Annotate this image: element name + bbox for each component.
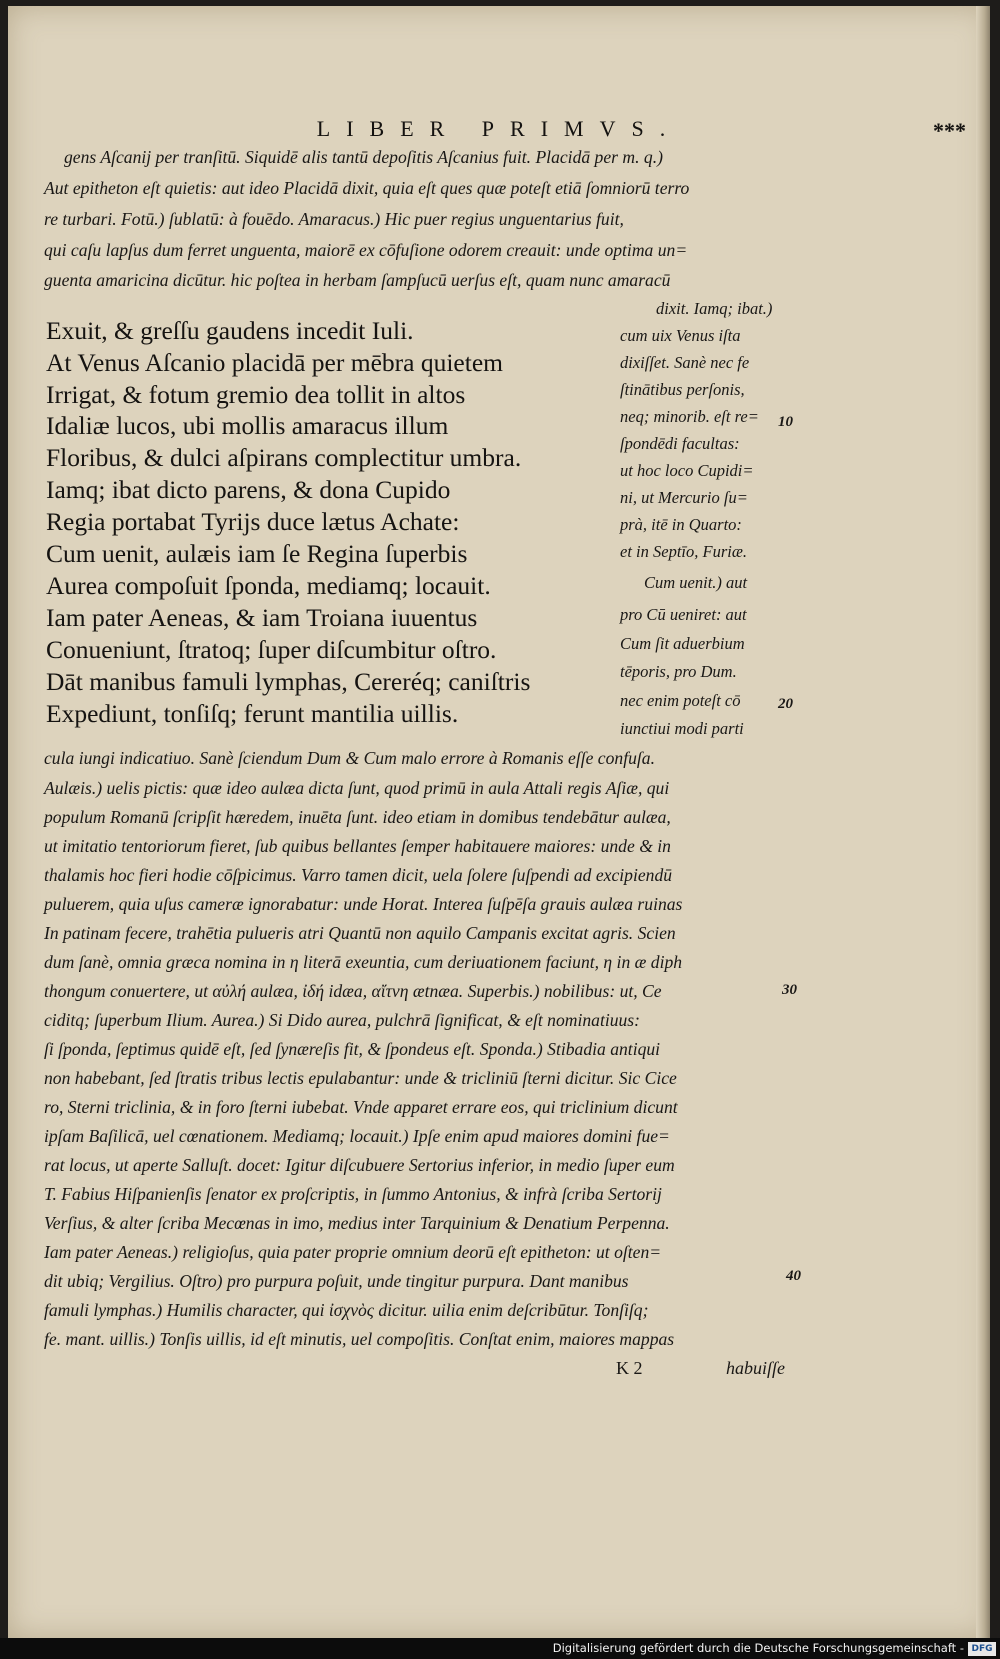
verse-line: Floribus, & dulci aſpirans complectitur umbra.	[46, 443, 522, 472]
verse-line: Idaliæ lucos, ubi mollis amaracus illum	[46, 411, 449, 440]
verse-line: Irrigat, & fotum gremio dea tollit in altos	[46, 380, 466, 409]
line-number: 30	[782, 982, 797, 998]
commentary-line: famuli lymphas.) Humilis character, qui ἰσχνὸς dicitur. uilia enim deſcribūtur. Tonſiſq;	[44, 1300, 649, 1320]
margin-line: ut hoc loco Cupidi=	[620, 461, 754, 480]
verse-line: Regia portabat Tyrijs duce lætus Achate:	[46, 507, 460, 536]
signature-mark: K 2	[616, 1358, 643, 1378]
margin-line: nec enim poteſt cō	[620, 691, 741, 710]
verse-line: Conueniunt, ſtratoq; ſuper diſcumbitur oſtro.	[46, 635, 497, 664]
page-header	[8, 116, 990, 146]
line-number: 20	[778, 696, 793, 712]
margin-line: neq; minorib. eſt re=	[620, 407, 759, 426]
commentary-line: cula iungi indicatiuo. Sanè ſciendum Dum & Cum malo errore à Romanis eſſe confuſa.	[44, 748, 655, 768]
margin-line: et in Septīo, Furiæ.	[620, 542, 747, 561]
margin-line: ni, ut Mercurio ſu=	[620, 488, 748, 507]
commentary-line: ciditq; ſuperbum Ilium. Aurea.) Si Dido aurea, pulchrā ſignificat, & eſt nominatiuus:	[44, 1010, 641, 1030]
digitization-footer	[0, 1638, 1000, 1659]
commentary-line: puluerem, quia uſus cameræ ignorabatur: unde Horat. Interea ſuſpēſa grauis aulæa ruinas	[44, 894, 683, 914]
commentary-line: rat locus, ut aperte Salluſt. docet: Igitur diſcubuere Sertorius inferior, in medio ſuper eum	[44, 1155, 675, 1175]
commentary-line: re turbari. Fotū.) ſublatū: à fouēdo. Amaracus.) Hic puer regius unguentarius fuit,	[44, 209, 624, 229]
verse-line: Exuit, & greſſu gaudens incedit Iuli.	[46, 316, 414, 345]
page-edge-shadow	[976, 6, 990, 1638]
commentary-line: Iam pater Aeneas.) religioſus, quia pater proprie omnium deorū eſt epitheton: ut oſten=	[44, 1242, 662, 1262]
margin-line: dixit. Iamq; ibat.)	[656, 299, 773, 318]
funding-credit: Digitalisierung gefördert durch die Deutsche Forschungsgemeinschaft -	[552, 1641, 964, 1655]
verse-line: Expediunt, tonſiſq; ferunt mantilia uillis.	[46, 699, 459, 728]
commentary-line: fe. mant. uillis.) Tonſis uillis, id eſt minutis, uel compoſitis. Conſtat enim, maiores mappas	[44, 1329, 675, 1349]
verse-line: Iamq; ibat dicto parens, & dona Cupido	[46, 475, 451, 504]
margin-line: ſtinātibus perſonis,	[620, 380, 745, 399]
commentary-line: gens Aſcanij per tranſitū. Siquidē alis tantū depoſitis Aſcanius fuit. Placidā per m. q.)	[64, 147, 663, 167]
margin-line: cum uix Venus iſta	[620, 326, 741, 345]
verse-line: Cum uenit, aulæis iam ſe Regina ſuperbis	[46, 539, 468, 568]
commentary-line: dum ſanè, omnia græca nomina in η literā exeuntia, cum deriuationem faciunt, η in æ diph	[44, 952, 683, 972]
commentary-line: Aulæis.) uelis pictis: quæ ideo aulæa dicta ſunt, quod primū in aula Attali regis Aſiæ, qui	[44, 778, 670, 798]
commentary-line: Verſius, & alter ſcriba Mecœnas in imo, medius inter Tarquinium & Denatium Perpenna.	[44, 1213, 670, 1233]
margin-line: tēporis, pro Dum.	[620, 662, 737, 681]
commentary-line: Aut epitheton eſt quietis: aut ideo Placidā dixit, quia eſt ques quæ poteſt etiā ſomniorū terro	[44, 178, 690, 198]
commentary-line: populum Romanū ſcripſit hæredem, inuēta ſunt. ideo etiam in domibus tendebātur aulæa,	[44, 807, 671, 827]
commentary-line: ſi ſponda, ſeptimus quidē eſt, ſed ſynæreſis fit, & ſpondeus eſt. Sponda.) Stibadia antiqui	[44, 1039, 661, 1059]
commentary-line: qui caſu lapſus dum ferret unguenta, maiorē ex cōfuſione odorem creauit: unde optima un=	[44, 240, 688, 260]
commentary-line: T. Fabius Hiſpanienſis ſenator ex proſcriptis, in ſummo Antonius, & infrà ſcriba Sertorij	[44, 1184, 662, 1204]
margin-line: Cum uenit.) aut	[644, 573, 748, 592]
margin-line: iunctiui modi parti	[620, 719, 744, 738]
running-head: LIBER PRIMVS.	[316, 116, 682, 141]
dfg-logo: DFG	[968, 1642, 996, 1656]
margin-line: dixiſſet. Sanè nec fe	[620, 353, 750, 372]
commentary-line: thalamis hoc fieri hodie cōſpicimus. Varro tamen dicit, uela ſolere ſuſpendi ad excipiendū	[44, 865, 673, 885]
commentary-line: ro, Sterni triclinia, & in foro ſterni iubebat. Vnde apparet errare eos, qui triclinium dicunt	[44, 1097, 678, 1117]
commentary-line: ut imitatio tentoriorum fieret, ſub quibus bellantes ſemper habitauere maiores: unde & in	[44, 836, 671, 856]
catchword: habuiſſe	[726, 1358, 785, 1378]
commentary-line: ipſam Baſilicā, uel cœnationem. Mediamq; locauit.) Ipſe enim apud maiores domini fue=	[44, 1126, 670, 1146]
commentary-line: dit ubiq; Vergilius. Oſtro) pro purpura poſuit, unde tingitur purpura. Dant manibus	[44, 1271, 629, 1291]
margin-line: ſpondēdi facultas:	[620, 434, 740, 453]
verse-line: Iam pater Aeneas, & iam Troiana iuuentus	[46, 603, 478, 632]
line-number: 40	[786, 1268, 801, 1284]
margin-line: pro Cū ueniret: aut	[620, 605, 747, 624]
folio-number: ***	[933, 118, 966, 143]
line-number: 10	[778, 414, 793, 430]
verse-line: Aurea compoſuit ſponda, mediamq; locauit.	[46, 571, 491, 600]
commentary-line: non habebant, ſed ſtratis tribus lectis epulabantur: unde & tricliniū ſterni dicitur. Sic Cice	[44, 1068, 677, 1088]
book-page	[8, 6, 990, 1638]
commentary-line: thongum conuertere, ut αὐλή aulæa, ἰδή idæa, αἴτνη ætnæa. Superbis.) nobilibus: ut, Ce	[44, 981, 662, 1001]
commentary-line: In patinam fecere, trahētia pulueris atri Quantū non aquilo Campanis excitat agris. Scien	[44, 923, 676, 943]
commentary-line: guenta amaricina dicūtur. hic poſtea in herbam ſampſucū uerſus eſt, quam nunc amaracū	[44, 270, 671, 290]
verse-line: At Venus Aſcanio placidā per mēbra quietem	[46, 348, 503, 377]
verse-line: Dāt manibus famuli lymphas, Cereréq; caniſtris	[46, 667, 531, 696]
margin-line: Cum ſit aduerbium	[620, 634, 745, 653]
margin-line: prà, itē in Quarto:	[620, 515, 742, 534]
